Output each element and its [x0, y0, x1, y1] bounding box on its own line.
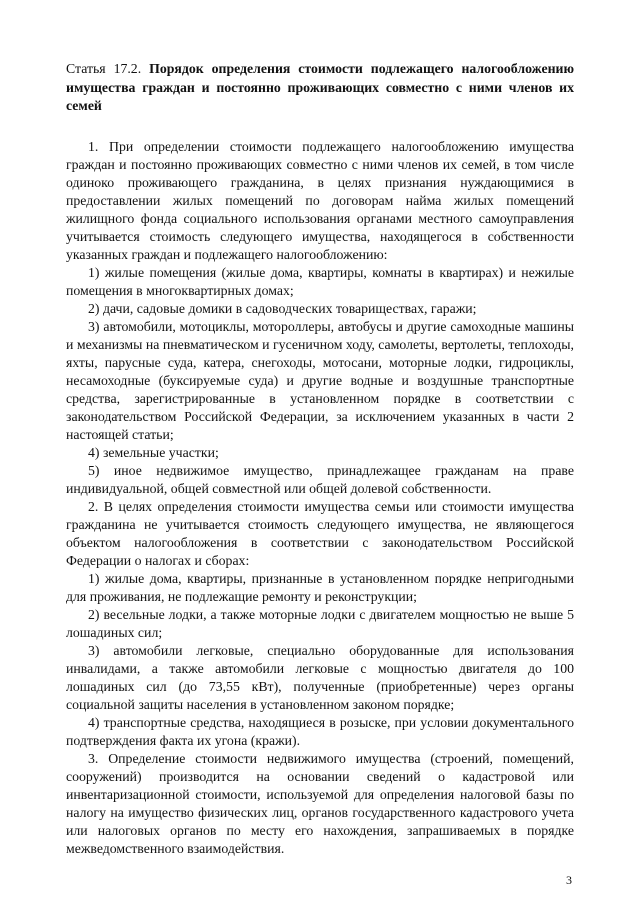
paragraph: 2) весельные лодки, а также моторные лодки с двигателем мощностью не выше 5 лошадиных сил;	[66, 607, 574, 640]
article-label: Статья 17.2.	[66, 61, 142, 76]
paragraph: 1) жилые помещения (жилые дома, квартиры, комнаты в квартирах) и нежилые помещения в многоквартирных домах;	[66, 265, 574, 298]
paragraph: 2) дачи, садовые домики в садоводческих товариществах, гаражи;	[88, 301, 477, 316]
article-heading	[66, 60, 574, 116]
paragraph: 2. В целях определения стоимости имущества семьи или стоимости имущества гражданина не учитывается стоимость следующего имущества, не являющегося объектом налогообложения в соответствии с законодательством Российской Федерации о налогах и сборах:	[66, 499, 574, 568]
paragraph: 3) автомобили, мотоциклы, мотороллеры, автобусы и другие самоходные машины и механизмы на пневматическом и гусеничном ходу, самолеты, вертолеты, теплоходы, яхты, парусные суда, катера, снегоходы, мотосани, моторные лодки, гидроциклы, несамоходные (буксируемые суда) и другие водные и воздушные транспортные средства, зарегистрированные в установленном порядке в соответствии с законодательством Российской Федерации, за исключением указанных в части 2 настоящей статьи;	[66, 319, 574, 442]
paragraph: 4) земельные участки;	[88, 445, 219, 460]
paragraph: 4) транспортные средства, находящиеся в розыске, при условии документального подтверждения факта их угона (кражи).	[66, 715, 574, 748]
paragraph: 5) иное недвижимое имущество, принадлежащее гражданам на праве индивидуальной, общей совместной или общей долевой собственности.	[66, 463, 574, 496]
paragraph: 3) автомобили легковые, специально оборудованные для использования инвалидами, а также автомобили легковые с мощностью двигателя до 100 лошадиных сил (до 73,55 кВт), полученные (приобретенные) через органы социальной защиты населения в установленном законом порядке;	[66, 643, 574, 712]
paragraph: 3. Определение стоимости недвижимого имущества (строений, помещений, сооружений) производится на основании сведений о кадастровой или инвентаризационной стоимости, используемой для определения налоговой базы по налогу на имущество физических лиц, органов государственного кадастрового учета или налоговых органов по месту его нахождения, запрашиваемых в порядке межведомственного взаимодействия.	[66, 751, 574, 856]
paragraph: 1. При определении стоимости подлежащего налогообложению имущества граждан и постоянно проживающих совместно с ними членов их семей, в том числе одиноко проживающего гражданина, в целях признания нуждающимися в предоставлении жилых помещений по договорам найма жилых помещений жилищного фонда социального использования органами местного самоуправления учитывается стоимость следующего имущества, находящегося в собственности указанных граждан и подлежащего налогообложению:	[66, 139, 574, 262]
page-number: 3	[566, 873, 572, 887]
paragraph: 1) жилые дома, квартиры, признанные в установленном порядке непригодными для проживания, не подлежащие ремонту и реконструкции;	[66, 571, 574, 604]
article-body	[66, 138, 574, 858]
article-title: Порядок определения стоимости подлежащего налогообложению имущества граждан и постоянно проживающих совместно с ними членов их семей	[66, 61, 575, 113]
